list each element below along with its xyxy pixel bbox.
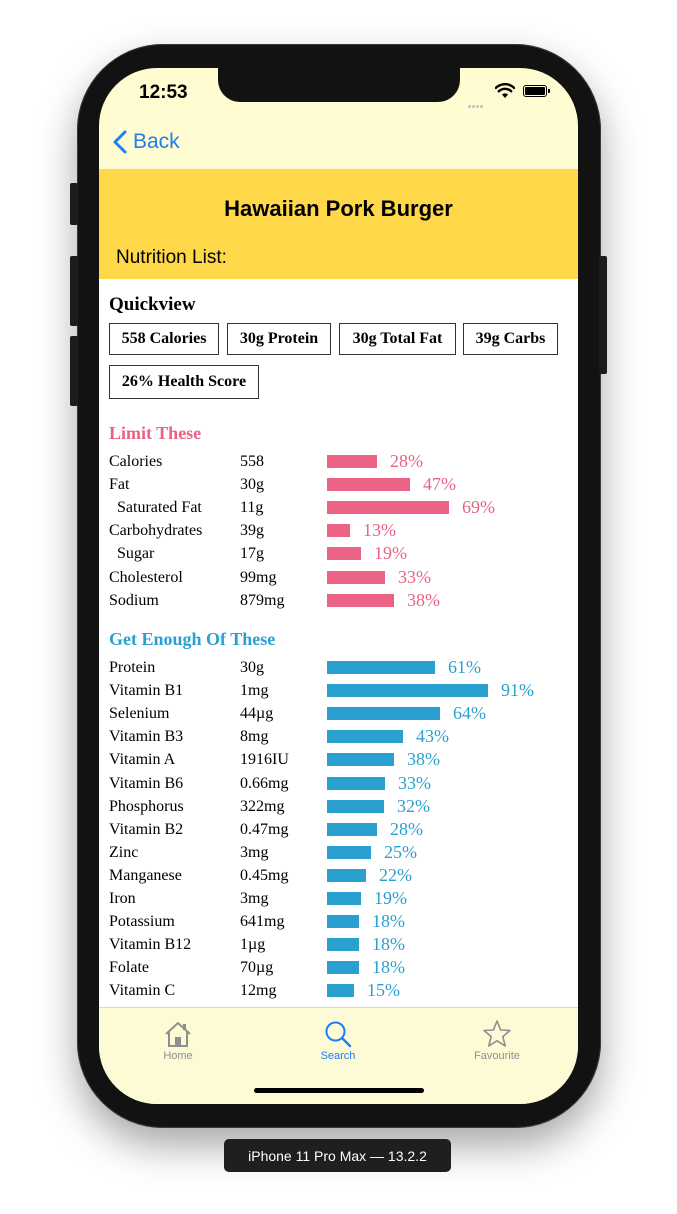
percent-label: 47% (423, 474, 456, 495)
cellular-signal-icon (468, 90, 484, 108)
notch (218, 68, 460, 102)
percent-bar (327, 892, 361, 905)
nutrient-name: Sugar (117, 545, 155, 563)
nutrient-name: Fat (109, 476, 130, 494)
percent-label: 61% (448, 657, 481, 677)
enough-row (99, 772, 578, 798)
percent-bar (327, 478, 410, 491)
enough-row (99, 982, 578, 1005)
nutrient-name: Vitamin B2 (109, 820, 184, 838)
percent-bar (327, 455, 377, 468)
limit-row (99, 566, 578, 592)
percent-bar (327, 777, 385, 790)
nutrient-name: Carbohydrates (109, 522, 203, 540)
percent-bar (327, 800, 384, 813)
percent-label: 18% (372, 911, 405, 932)
percent-bar (327, 753, 394, 766)
enough-row (99, 936, 578, 959)
get-enough-title: Get Enough Of These (109, 629, 276, 649)
nutrient-name: Zinc (109, 843, 139, 861)
volume-up-button (70, 256, 78, 326)
phone-screen (99, 68, 578, 1104)
nutrient-amount: 11g (240, 499, 264, 517)
nutrient-amount: 44µg (240, 705, 274, 723)
nutrient-amount: 879mg (240, 591, 285, 609)
percent-label: 32% (397, 795, 430, 816)
nutrient-name: Vitamin B6 (109, 774, 184, 792)
enough-row (99, 818, 578, 844)
enough-row (99, 864, 578, 890)
enough-row (99, 659, 578, 682)
nutrient-amount: 558 (240, 453, 264, 470)
power-button (599, 256, 607, 374)
enough-row (99, 913, 578, 936)
percent-bar (327, 501, 449, 514)
percent-label: 28% (390, 818, 423, 839)
percent-label: 33% (398, 772, 431, 793)
tab-favourite[interactable] (437, 1016, 557, 1062)
nutrient-amount: 1916IU (240, 751, 289, 769)
tab-favourite-label: Favourite (474, 1050, 520, 1062)
percent-label: 91% (501, 680, 534, 701)
enough-row (99, 890, 578, 913)
nutrition-list-heading: Nutrition List: (116, 247, 227, 268)
nutrient-amount: 3mg (240, 890, 269, 907)
nutrient-amount: 1mg (240, 682, 269, 700)
recipe-header (99, 169, 578, 279)
percent-label: 18% (372, 957, 405, 978)
percent-label: 38% (407, 749, 440, 770)
nutrient-amount: 17g (240, 545, 264, 563)
percent-bar (327, 823, 377, 836)
percent-label: 19% (374, 888, 407, 908)
percent-bar (327, 684, 488, 697)
enough-row (99, 705, 578, 728)
home-icon (163, 1020, 193, 1048)
star-icon (482, 1019, 512, 1048)
nutrient-name: Vitamin C (109, 982, 176, 1000)
nutrient-name: Vitamin B1 (109, 682, 184, 700)
enough-row (99, 795, 578, 821)
percent-bar (327, 661, 435, 674)
nutrient-amount: 70µg (240, 959, 274, 977)
enough-row (99, 841, 578, 867)
nutrient-amount: 12mg (240, 982, 277, 1000)
percent-label: 38% (407, 589, 440, 610)
nutrient-name: Iron (109, 890, 136, 907)
nutrient-amount: 30g (240, 659, 264, 676)
tab-home[interactable] (118, 1016, 238, 1062)
percent-bar (327, 869, 366, 882)
quickview-health-score: 26% Health Score (109, 365, 259, 399)
home-indicator[interactable] (254, 1088, 424, 1093)
nutrient-name: Selenium (109, 705, 170, 723)
nutrient-name: Saturated Fat (117, 499, 202, 517)
nutrient-name: Protein (109, 659, 156, 676)
quickview-calories: 558 Calories (109, 323, 219, 355)
limit-row (99, 453, 578, 476)
nutrient-amount: 8mg (240, 728, 269, 746)
percent-bar (327, 571, 385, 584)
percent-bar (327, 846, 371, 859)
enough-row (99, 959, 578, 982)
quickview-protein: 30g Protein (227, 323, 331, 355)
percent-bar (327, 961, 359, 974)
tab-search-label: Search (320, 1050, 356, 1062)
enough-row (99, 751, 578, 774)
limit-row (99, 476, 578, 499)
percent-bar (327, 730, 403, 743)
nutrient-amount: 3mg (240, 843, 269, 861)
percent-bar (327, 594, 394, 607)
limit-row (99, 545, 578, 568)
percent-label: 13% (363, 520, 396, 541)
silent-switch (70, 183, 78, 225)
quickview-title: Quickview (109, 294, 196, 315)
back-button[interactable] (113, 130, 180, 154)
volume-down-button (70, 336, 78, 406)
enough-row (99, 728, 578, 751)
percent-bar (327, 938, 359, 951)
quickview-total-fat: 30g Total Fat (339, 323, 456, 355)
nutrient-name: Calories (109, 453, 163, 470)
status-time: 12:53 (139, 82, 188, 103)
battery-icon (523, 85, 547, 97)
percent-bar (327, 547, 361, 560)
percent-label: 64% (453, 703, 486, 724)
percent-label: 69% (462, 497, 495, 518)
nutrient-amount: 30g (240, 476, 264, 494)
limit-row (99, 522, 578, 545)
percent-label: 25% (384, 841, 417, 862)
wifi-icon (495, 83, 515, 104)
percent-label: 22% (379, 864, 412, 885)
nutrient-name: Cholesterol (109, 568, 183, 586)
nutrient-name: Manganese (109, 866, 182, 884)
nutrient-amount: 99mg (240, 568, 277, 586)
nutrient-name: Phosphorus (109, 797, 184, 815)
nutrient-amount: 39g (240, 522, 264, 540)
percent-bar (327, 707, 440, 720)
tab-search[interactable] (278, 1016, 398, 1062)
nutrient-name: Sodium (109, 591, 159, 609)
limit-row (99, 499, 578, 522)
nutrient-amount: 322mg (240, 797, 285, 815)
recipe-title: Hawaiian Pork Burger (224, 196, 453, 221)
nutrient-name: Vitamin B3 (109, 728, 184, 746)
back-label: Back (133, 130, 180, 153)
percent-label: 43% (416, 726, 449, 747)
nutrient-name: Vitamin B12 (109, 936, 192, 954)
percent-bar (327, 915, 359, 928)
percent-bar (327, 524, 350, 537)
device-label: iPhone 11 Pro Max — 13.2.2 (224, 1139, 451, 1172)
nutrition-content[interactable] (99, 279, 578, 1007)
nutrient-name: Folate (109, 959, 149, 977)
nutrient-amount: 0.45mg (240, 866, 289, 884)
nutrient-amount: 0.66mg (240, 774, 289, 792)
percent-label: 28% (390, 451, 423, 471)
percent-label: 15% (367, 980, 400, 1001)
percent-label: 18% (372, 934, 405, 955)
nutrient-name: Vitamin A (109, 751, 176, 769)
nutrient-amount: 1µg (240, 936, 266, 954)
nutrient-amount: 0.47mg (240, 820, 289, 838)
limit-these-title: Limit These (109, 423, 202, 443)
search-icon (324, 1020, 352, 1048)
enough-row (99, 682, 578, 705)
percent-label: 33% (398, 566, 431, 587)
percent-label: 19% (374, 543, 407, 564)
limit-row (99, 589, 578, 615)
quickview-carbs: 39g Carbs (463, 323, 558, 355)
nutrient-name: Potassium (109, 913, 175, 931)
tab-home-label: Home (163, 1050, 193, 1062)
chevron-left-icon (113, 130, 127, 154)
percent-bar (327, 984, 354, 997)
nutrient-amount: 641mg (240, 913, 285, 931)
